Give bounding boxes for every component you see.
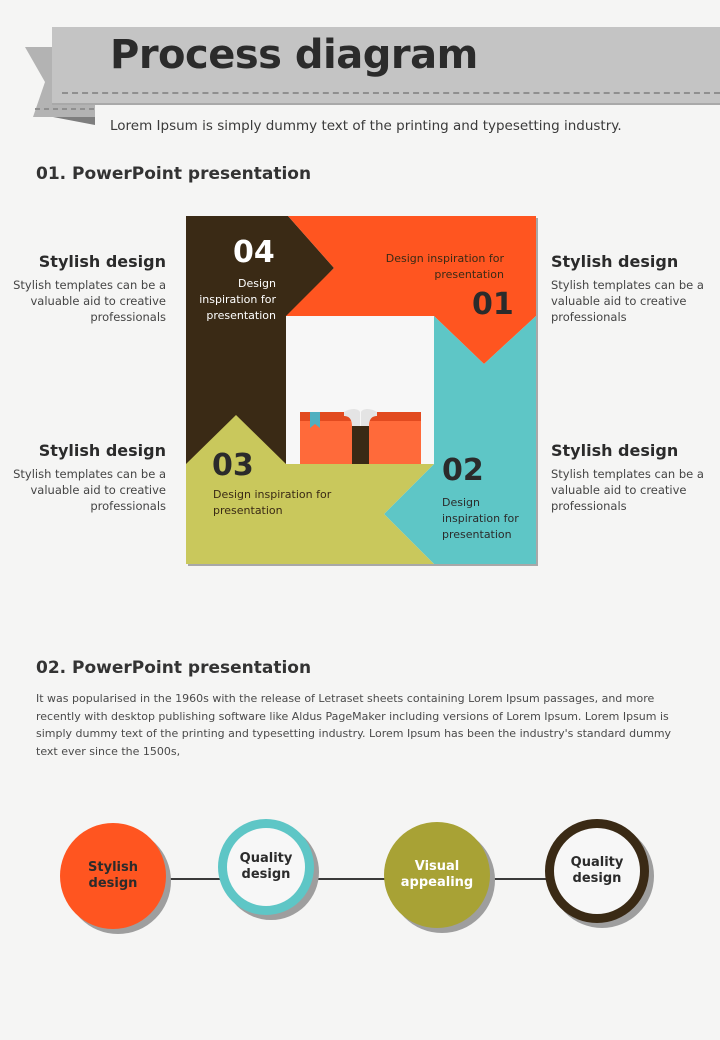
side-block-title: Stylish design <box>551 252 679 271</box>
side-block-title: Stylish design <box>551 441 679 460</box>
step-02-text: Design inspiration for presentation <box>442 496 519 541</box>
step-04-text: Design inspiration for presentation <box>199 277 276 322</box>
flow-circle-quality-design-2 <box>545 819 649 923</box>
step-01-text: Design inspiration for presentation <box>385 252 504 281</box>
page-title: Process diagram <box>110 32 478 78</box>
side-block-top-left <box>6 252 166 325</box>
side-block-text: Stylish templates can be a valuable aid to creative professionals <box>13 467 166 513</box>
step-03-number: 03 <box>212 448 254 483</box>
banner-dash-line <box>62 92 720 94</box>
side-block-bottom-right <box>551 441 711 514</box>
process-diagram <box>186 216 536 564</box>
side-block-bottom-left <box>6 441 166 514</box>
section-1-heading: 01. PowerPoint presentation <box>36 164 312 184</box>
flow-circle-label: Stylish design <box>88 860 138 891</box>
side-block-title: Stylish design <box>38 252 166 271</box>
section-2-heading: 02. PowerPoint presentation <box>36 658 312 678</box>
side-block-title: Stylish design <box>38 441 166 460</box>
side-block-text: Stylish templates can be a valuable aid to creative professionals <box>551 278 704 324</box>
side-block-text: Stylish templates can be a valuable aid to creative professionals <box>551 467 704 513</box>
flow-circle-visual-appealing <box>384 822 490 928</box>
section-2-paragraph: It was popularised in the 1960s with the release of Letraset sheets containing Lorem Ipsum passages, and more recently with desktop publishing software like Aldus PageMaker including versions of Lorem Ipsum. Lorem Ipsum is simply dummy text of the printing and typesetting industry. Lorem Ipsum has been the industry's standard dummy text ever since the 1500s, <box>36 692 672 758</box>
flow-circle-quality-design <box>218 819 314 915</box>
side-block-top-right <box>551 252 711 325</box>
step-01-number: 01 <box>472 287 514 322</box>
step-03-text: Design inspiration for presentation <box>213 488 332 517</box>
flow-connector-line <box>112 878 602 880</box>
flow-circle-label: Quality design <box>239 851 293 882</box>
side-block-text: Stylish templates can be a valuable aid to creative professionals <box>13 278 166 324</box>
flow-circle-stylish-design <box>60 823 166 929</box>
step-02-number: 02 <box>442 453 484 488</box>
page-subtitle: Lorem Ipsum is simply dummy text of the printing and typesetting industry. <box>110 118 622 134</box>
flow-circle-label: Quality design <box>570 855 624 886</box>
flow-circle-label: Visual appealing <box>400 859 474 890</box>
step-04-number: 04 <box>233 235 275 270</box>
